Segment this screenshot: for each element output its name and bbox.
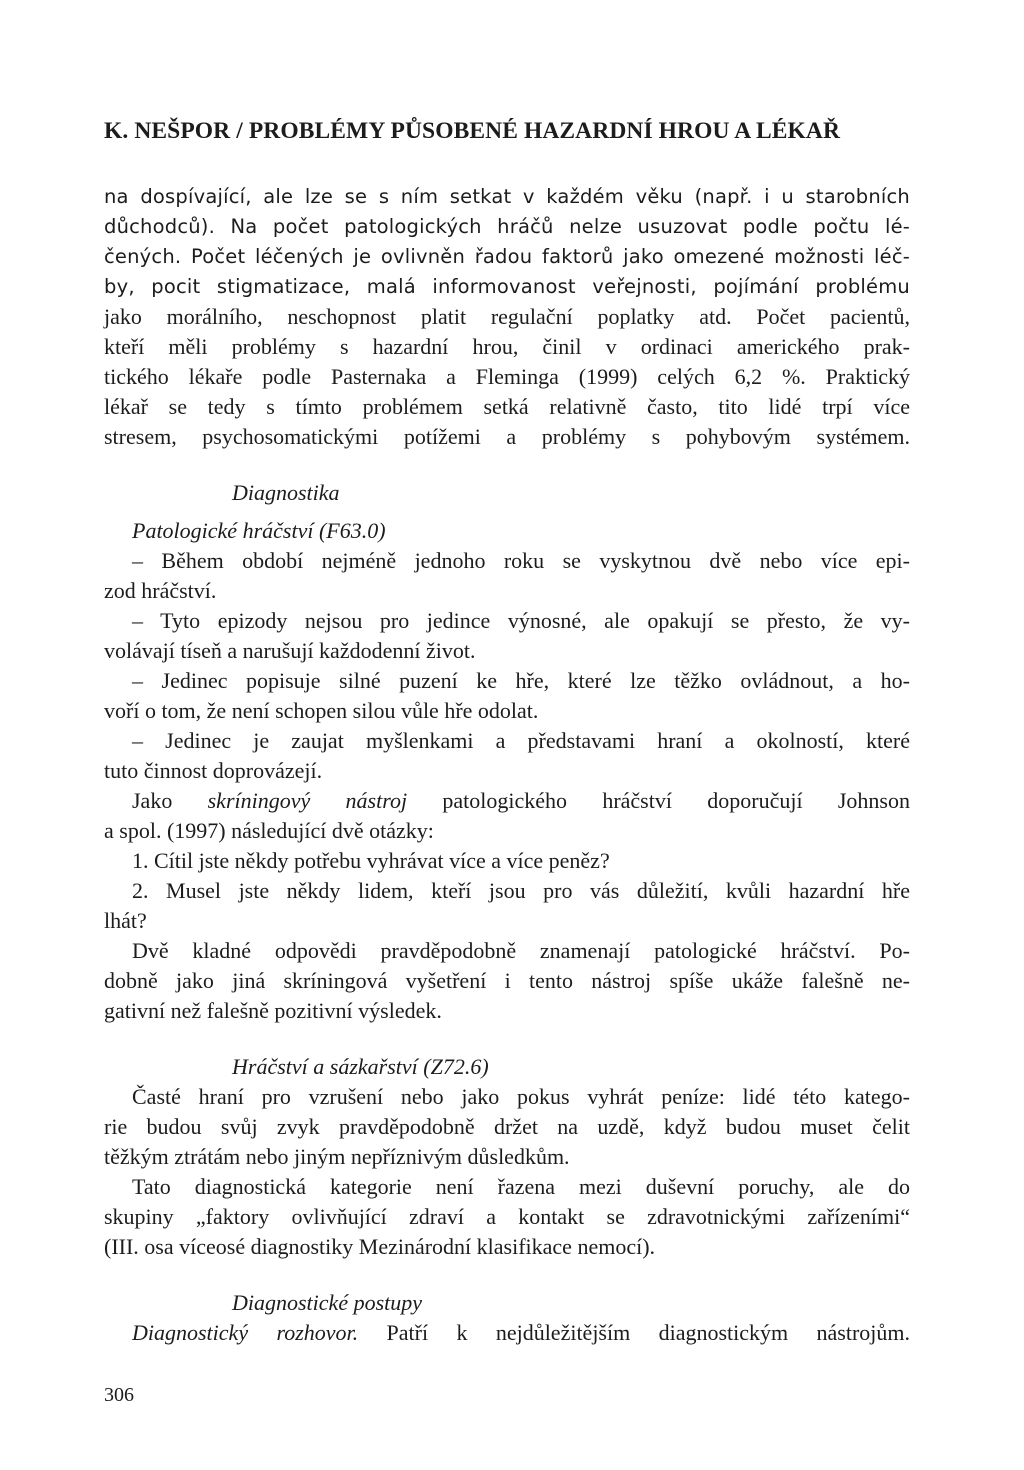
hracstvi-line: těžkým ztrátám nebo jiným nepříznivým důsledkům. bbox=[104, 1144, 570, 1169]
criterion-line: – Tyto epizody nejsou pro jedince výnosné, ale opakují se přesto, že vy- bbox=[132, 608, 910, 633]
intro-line: čených. Počet léčených je ovlivněn řadou faktorů jako omezené možnosti léč- bbox=[104, 245, 910, 268]
intro-line: lékař se tedy s tímto problémem setká relativně často, tito lidé trpí více bbox=[104, 394, 910, 419]
hracstvi-line: (III. osa víceosé diagnostiky Mezinárodní klasifikace nemocí). bbox=[104, 1234, 656, 1259]
criterion-line: zod hráčství. bbox=[104, 578, 217, 603]
intro-line: jako morálního, neschopnost platit regulační poplatky atd. Počet pacientů, bbox=[104, 304, 910, 329]
criterion-line: – Jedinec je zaujat myšlenkami a představami hraní a okolností, které bbox=[132, 728, 910, 753]
screening-result-line: Dvě kladné odpovědi pravděpodobně znamenají patologické hráčství. Po- bbox=[132, 938, 910, 963]
hracstvi-line: Tato diagnostická kategorie není řazena mezi duševní poruchy, ale do bbox=[132, 1174, 910, 1199]
criterion-line: voří o tom, že není schopen silou vůle hře odolat. bbox=[104, 698, 539, 723]
intro-line: na dospívající, ale lze se s ním setkat v každém věku (např. i u starobních bbox=[104, 185, 910, 208]
intro-line: kteří měli problémy s hazardní hrou, činil v ordinaci amerického prak- bbox=[104, 334, 910, 359]
screening-intro-line: Jako skríningový nástroj patologického hráčství doporučují Johnson bbox=[132, 788, 910, 813]
intro-line: by, pocit stigmatizace, malá informovanost veřejnosti, pojímání problému bbox=[104, 275, 910, 298]
subheading-patologicke-hracstvi: Patologické hráčství (F63.0) bbox=[132, 518, 386, 543]
criterion-line: volávají tíseň a narušují každodenní život. bbox=[104, 638, 476, 663]
criterion-line: tuto činnost doprovázejí. bbox=[104, 758, 323, 783]
section-heading-diagnosticke-postupy: Diagnostické postupy bbox=[232, 1290, 423, 1315]
page-number: 306 bbox=[104, 1384, 134, 1406]
screening-intro-line: a spol. (1997) následující dvě otázky: bbox=[104, 818, 434, 843]
criterion-line: – Během období nejméně jednoho roku se vyskytnou dvě nebo více epi- bbox=[132, 548, 910, 573]
section-heading-diagnostika: Diagnostika bbox=[232, 480, 340, 505]
postupy-line: Diagnostický rozhovor. Patří k nejdůležitějším diagnostickým nástrojům. bbox=[132, 1320, 910, 1345]
screening-question: 1. Cítil jste někdy potřebu vyhrávat více a více peněz? bbox=[132, 848, 610, 873]
hracstvi-line: rie budou svůj zvyk pravděpodobně držet na uzdě, když budou muset čelit bbox=[104, 1114, 910, 1139]
subheading-hracstvi-sazkarstvi: Hráčství a sázkařství (Z72.6) bbox=[232, 1054, 489, 1079]
intro-line: stresem, psychosomatickými potížemi a problémy s pohybovým systémem. bbox=[104, 424, 910, 449]
hracstvi-line: skupiny „faktory ovlivňující zdraví a kontakt se zdravotnickými zařízeními“ bbox=[104, 1204, 910, 1229]
diagnostic-interview-term: Diagnostický rozhovor. bbox=[132, 1320, 359, 1345]
intro-line: důchodců). Na počet patologických hráčů nelze usuzovat podle počtu lé- bbox=[104, 215, 910, 238]
criterion-line: – Jedinec popisuje silné puzení ke hře, které lze těžko ovládnout, a ho- bbox=[132, 668, 910, 693]
intro-line: tického lékaře podle Pasternaka a Fleminga (1999) celých 6,2 %. Praktický bbox=[104, 364, 910, 389]
running-header: K. NEŠPOR / PROBLÉMY PŮSOBENÉ HAZARDNÍ HROU A LÉKAŘ bbox=[104, 118, 841, 144]
screening-tool-term: skríningový nástroj bbox=[207, 788, 408, 813]
hracstvi-line: Časté hraní pro vzrušení nebo jako pokus vyhrát peníze: lidé této katego- bbox=[132, 1084, 910, 1109]
screening-question: 2. Musel jste někdy lidem, kteří jsou pro vás důležití, kvůli hazardní hře bbox=[132, 878, 910, 903]
screening-result-line: dobně jako jiná skríningová vyšetření i tento nástroj spíše ukáže falešně ne- bbox=[104, 968, 910, 993]
screening-question: lhát? bbox=[104, 908, 147, 933]
screening-result-line: gativní než falešně pozitivní výsledek. bbox=[104, 998, 442, 1023]
